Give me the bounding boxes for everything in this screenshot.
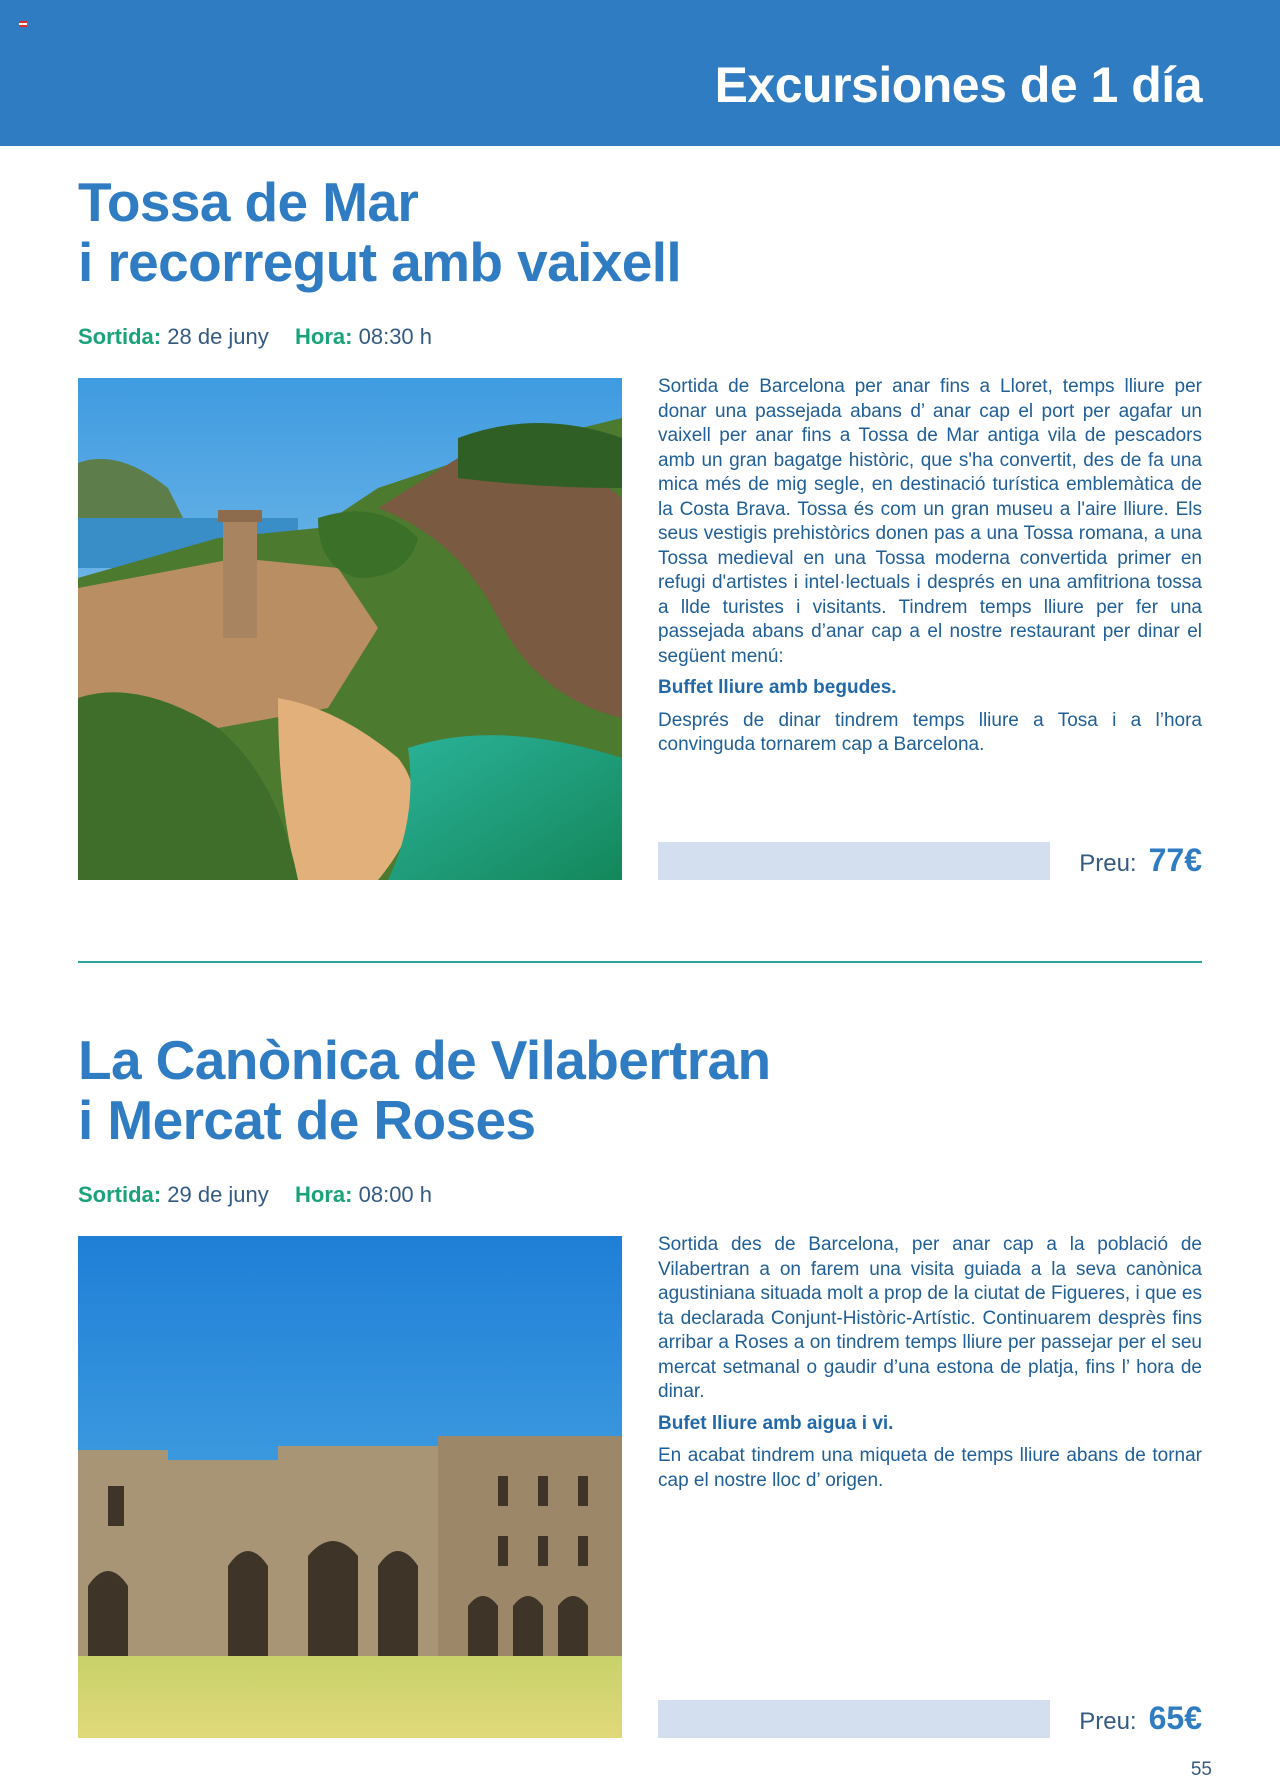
time-label: Hora: — [295, 324, 353, 349]
page-number: 55 — [1190, 1759, 1212, 1780]
departure-info — [78, 1182, 432, 1208]
page-header — [0, 0, 1280, 146]
time-value: 08:00 h — [358, 1182, 433, 1207]
description-paragraph-2: En acabat tindrem una miqueta de temps lliure abans de tornar cap el nostre lloc d’ origen. — [658, 1445, 1202, 1491]
departure-value: 29 de juny — [167, 1182, 269, 1207]
flag-icon — [19, 21, 27, 27]
menu-text: Bufet lliure amb aigua i vi. — [658, 1412, 894, 1434]
time-value: 08:30 h — [358, 324, 433, 349]
price-label: Preu: — [1079, 850, 1137, 877]
price — [1079, 1700, 1202, 1738]
departure-label: Sortida: — [78, 1182, 162, 1207]
price-label: Preu: — [1079, 1708, 1137, 1735]
price-bar — [658, 842, 1050, 880]
departure-value: 28 de juny — [167, 324, 269, 349]
description-paragraph-2: Després de dinar tindrem temps lliure a Tosa i a l’hora convinguda tornarem cap a Barcelona. — [658, 709, 1202, 755]
section-divider — [78, 961, 1202, 963]
description-paragraph: Sortida des de Barcelona, per anar cap a la població de Vilabertran a on farem una visita guiada a la seva canònica agustiniana situada molt a prop de la ciutat de Figueres, i que es ta declarada Conjunt-Històric-Artístic. Continuarem desprès fins arribar a Roses a on tindrem temps lliure per passejar per el seu mercat setmanal o gaudir d’una estona de platja, fins l’ hora de dinar. — [658, 1234, 1202, 1402]
coastal-village-photo — [78, 378, 622, 880]
menu-text: Buffet lliure amb begudes. — [658, 677, 897, 698]
price-value: 77€ — [1148, 842, 1202, 878]
description-paragraph: Sortida de Barcelona per anar fins a Lloret, temps lliure per donar una passejada abans d’ anar cap el port per agafar un vaixell per anar fins a Tossa de Mar antiga vila de pescadors amb un gran bagatge històric, que s'ha convertit, des de fa una mica més de mig segle, en destinació turística emblemàtica de la Costa Brava. Tossa és com un gran museu a l'aire lliure. Els seus vestigis prehistòrics donen pas a una Tossa romana, a una Tossa medieval en una Tossa moderna convertida primer en refugi d'artistes i intel·lectuals i després en una amfitriona tossa a llde turistes i visitants. Tindrem temps lliure per fer una passejada abans d’anar cap a el nostre restaurant per dinar el següent menú: — [658, 376, 1202, 667]
title-line-1: La Canònica de Vilabertran — [78, 1029, 771, 1091]
excursion-title — [78, 1030, 1202, 1150]
excursion-description — [658, 1233, 1202, 1493]
title-line-2: i recorregut amb vaixell — [78, 231, 682, 293]
monastery-ruins-photo — [78, 1236, 622, 1738]
departure-info — [78, 324, 432, 350]
title-line-1: Tossa de Mar — [78, 171, 419, 233]
excursion-description — [658, 375, 1202, 758]
price — [1079, 842, 1202, 880]
price-value: 65€ — [1148, 1700, 1202, 1736]
departure-label: Sortida: — [78, 324, 162, 349]
excursion-title — [78, 172, 1202, 292]
excursion-vilabertran — [78, 1029, 1202, 1736]
time-label: Hora: — [295, 1182, 353, 1207]
header-title: Excursiones de 1 día — [714, 57, 1202, 113]
price-bar — [658, 1700, 1050, 1738]
excursion-tossa-de-mar — [78, 171, 1202, 878]
title-line-2: i Mercat de Roses — [78, 1089, 536, 1151]
